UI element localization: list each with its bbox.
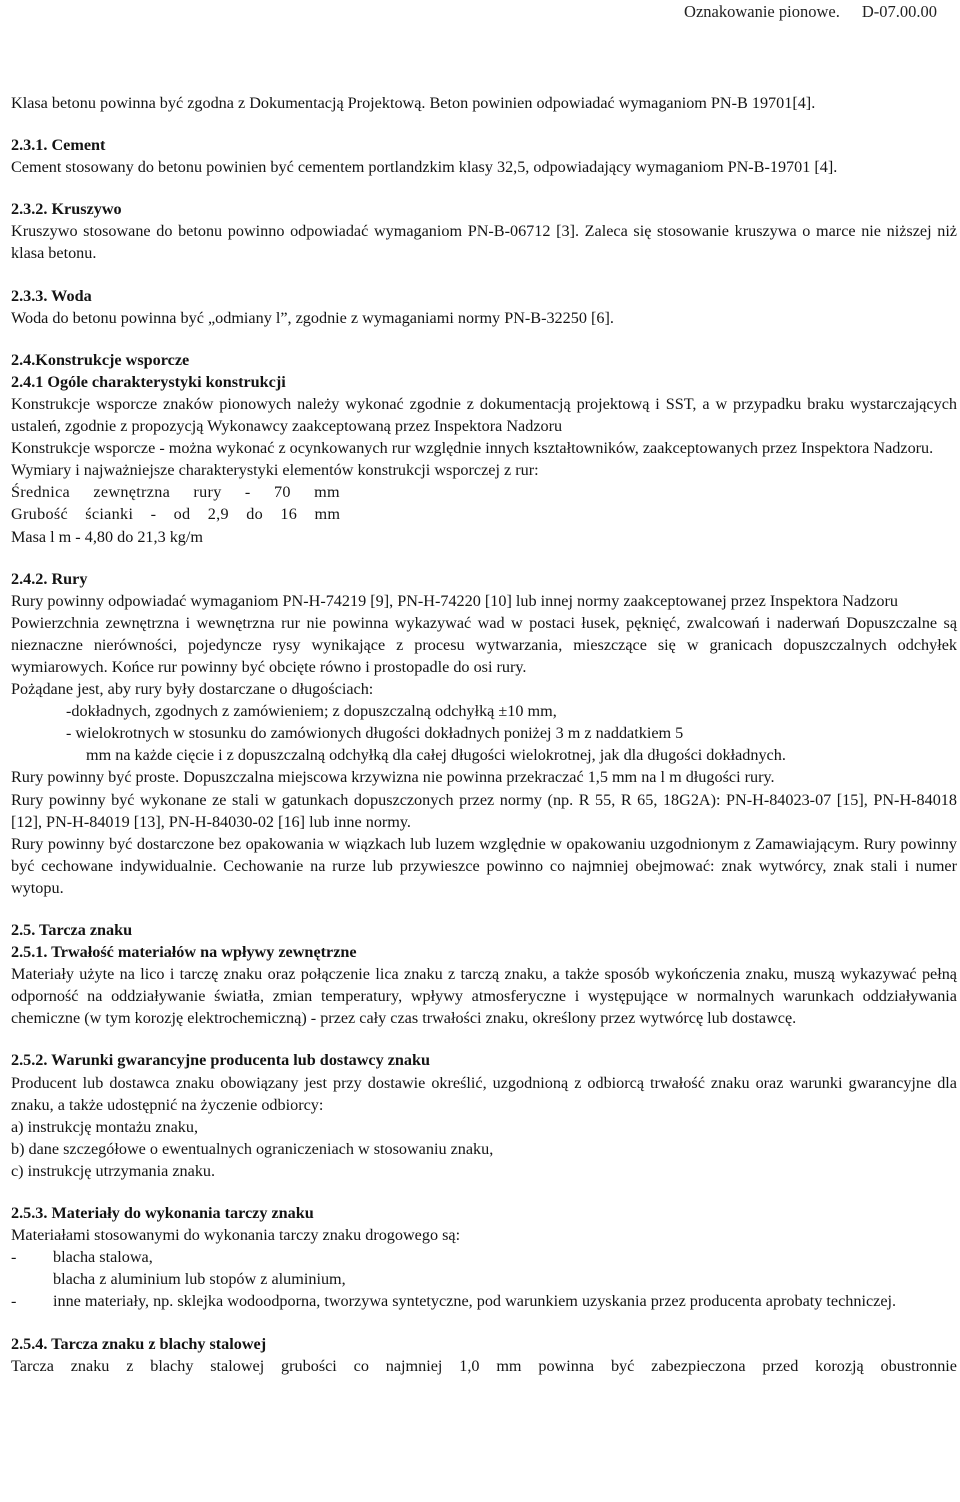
heading-2-5: 2.5. Tarcza znaku bbox=[11, 921, 133, 939]
heading-2-3-3: 2.3.3. Woda bbox=[11, 286, 92, 305]
rury-paragraph-straight: Rury powinny być proste. Dopuszczalna miejscowa krzywizna nie powinna przekraczać 1,5 mm na l m długości rury. bbox=[11, 768, 775, 787]
rury-length-exact: -dokładnych, zgodnych z zamówieniem; z dopuszczalną odchyłką ±10 mm, bbox=[66, 702, 557, 721]
materialy-item-3 bbox=[11, 1290, 957, 1312]
header-title: Oznakowanie pionowe. bbox=[684, 2, 840, 21]
intro-paragraph: Klasa betonu powinna być zgodna z Dokumentacją Projektową. Beton powinien odpowiadać wymaganiom PN-B 19701[4]. bbox=[11, 94, 816, 112]
materialy-item-1-text: blacha stalowa, bbox=[53, 1248, 153, 1267]
document-body bbox=[11, 92, 957, 1377]
grubosc-line: Grubość ścianki - od 2,9 do 16 mm bbox=[11, 505, 341, 524]
srednica-line: Średnica zewnętrzna rury - 70 mm bbox=[11, 483, 340, 502]
rury-paragraph-3: Pożądane jest, aby rury były dostarczane o długościach: bbox=[11, 680, 374, 699]
heading-2-5-1: 2.5.1. Trwałość materiałów na wpływy zewnętrzne bbox=[11, 943, 357, 962]
konstrukcje-paragraph-3: Wymiary i najważniejsze charakterystyki elementów konstrukcji wsporczej z rur: bbox=[11, 461, 539, 480]
konstrukcje-paragraph-1: Konstrukcje wsporcze znaków pionowych należy wykonać zgodnie z dokumentacją projektową i SST, a w przypadku braku wystarczających ustaleń, zgodnie z propozycją Wykonawcy zaakceptowaną przez Inspektora Nadzoru bbox=[11, 394, 957, 436]
heading-2-4-2: 2.4.2. Rury bbox=[11, 569, 88, 588]
cement-paragraph: Cement stosowany do betonu powinien być cementem portlandzkim klasy 32,5, odpowiadający wymaganiom PN-B-19701 [4]. bbox=[11, 158, 838, 177]
running-header bbox=[678, 2, 937, 22]
rury-paragraph-delivery: Rury powinny być dostarczone bez opakowania w wiązkach lub luzem względnie w opakowaniu uzgodnionym z Zamawiającym. Rury powinny być cechowane indywidualnie. Cechowanie na rurze lub przywieszce powinno co najmniej obejmować: znak wytwórcy, znak stali i numer wytopu. bbox=[11, 834, 957, 897]
rury-length-multiple: - wielokrotnych w stosunku do zamówionych długości dokładnych poniżej 3 m z naddatkiem 5 bbox=[66, 724, 684, 743]
heading-2-4-1: 2.4.1 Ogóle charakterystyki konstrukcji bbox=[11, 372, 286, 391]
materialy-item-1 bbox=[11, 1246, 957, 1268]
konstrukcje-paragraph-2: Konstrukcje wsporcze - można wykonać z ocynkowanych rur względnie innych kształtowników, zaakceptowanych przez Inspektora Nadzoru. bbox=[11, 439, 934, 458]
rury-paragraph-1: Rury powinny odpowiadać wymaganiom PN-H-74219 [9], PN-H-74220 [10] lub innej normy zaakceptowanej przez Inspektora Nadzoru bbox=[11, 591, 898, 610]
heading-2-5-2: 2.5.2. Warunki gwarancyjne producenta lub dostawcy znaku bbox=[11, 1051, 430, 1070]
gwarancja-item-a: a) instrukcję montażu znaku, bbox=[11, 1117, 198, 1136]
materialy-item-2-text: blacha z aluminium lub stopów z aluminium, bbox=[53, 1270, 346, 1289]
gwarancja-paragraph: Producent lub dostawca znaku obowiązany jest przy dostawie określić, uzgodnioną z odbiorcą trwałość znaku oraz warunki gwarancyjne dla znaku, a także udostępnić na życzenie odbiorcy: bbox=[11, 1073, 957, 1114]
list-dash: - bbox=[11, 1292, 17, 1311]
tarcza-stalowa-paragraph: Tarcza znaku z blachy stalowej grubości co najmniej 1,0 mm powinna być zabezpieczona przed korozją obustronnie bbox=[11, 1356, 957, 1375]
heading-2-4: 2.4.Konstrukcje wsporcze bbox=[11, 350, 190, 369]
rury-paragraph-2: Powierzchnia zewnętrzna i wewnętrzna rur nie powinna wykazywać wad w postaci łusek, pęknięć, zwalcowań i naderwań Dopuszczalne są nieznaczne nierówności, pojedyncze rysy wynikające z procesu wytwarzania, mieszczące się w granicach dopuszczalnych odchyłek wymiarowych. Końce rur powinny być obcięte równo i prostopadle do osi rury. bbox=[11, 613, 957, 676]
materialy-item-2 bbox=[11, 1268, 957, 1290]
trwalosc-paragraph: Materiały użyte na lico i tarczę znaku oraz połączenie lica znaku z tarczą znaku, a także sposób wykończenia znaku, muszą wykazywać pełną odporność na oddziaływanie światła, zmian temperatury, wpływy atmosferyczne i występujące w normalnych warunkach oddziaływania chemiczne (w tym korozję elektrochemiczną) - przez cały czas trwałości znaku, określony przez wytwórcę lub dostawcę. bbox=[11, 965, 957, 1028]
materialy-paragraph: Materiałami stosowanymi do wykonania tarczy znaku drogowego są: bbox=[11, 1226, 461, 1245]
heading-2-3-2: 2.3.2. Kruszywo bbox=[11, 200, 122, 219]
woda-paragraph: Woda do betonu powinna być „odmiany l”, zgodnie z wymaganiami normy PN-B-32250 [6]. bbox=[11, 308, 614, 327]
masa-line: Masa l m - 4,80 do 21,3 kg/m bbox=[11, 527, 203, 546]
list-dash: - bbox=[11, 1248, 17, 1267]
heading-2-5-3: 2.5.3. Materiały do wykonania tarczy znaku bbox=[11, 1204, 314, 1223]
materialy-item-3-text: inne materiały, np. sklejka wodoodporna, tworzywa syntetyczne, pod warunkiem uzyskania przez producenta aprobaty techniczej. bbox=[53, 1292, 897, 1311]
rury-paragraph-steel: Rury powinny być wykonane ze stali w gatunkach dopuszczonych przez normy (np. R 55, R 65, 18G2A): PN-H-84023-07 [15], PN-H-84018 [12], PN-H-84019 [13], PN-H-84030-02 [16] lub inne normy. bbox=[11, 790, 957, 831]
kruszywo-paragraph: Kruszywo stosowane do betonu powinno odpowiadać wymaganiom PN-B-06712 [3]. Zaleca się stosowanie kruszywa o marce nie niższej niż klasa betonu. bbox=[11, 222, 957, 263]
gwarancja-item-b: b) dane szczegółowe o ewentualnych ograniczeniach w stosowaniu znaku, bbox=[11, 1139, 494, 1158]
header-code: D-07.00.00 bbox=[861, 2, 937, 21]
heading-2-5-4: 2.5.4. Tarcza znaku z blachy stalowej bbox=[11, 1334, 267, 1353]
heading-2-3-1: 2.3.1. Cement bbox=[11, 136, 106, 155]
rury-length-multiple-cont: mm na każde cięcie i z dopuszczalną odchyłką dla całej długości wielokrotnej, jak dla długości dokładnych. bbox=[86, 746, 786, 765]
gwarancja-item-c: c) instrukcję utrzymania znaku. bbox=[11, 1161, 216, 1180]
